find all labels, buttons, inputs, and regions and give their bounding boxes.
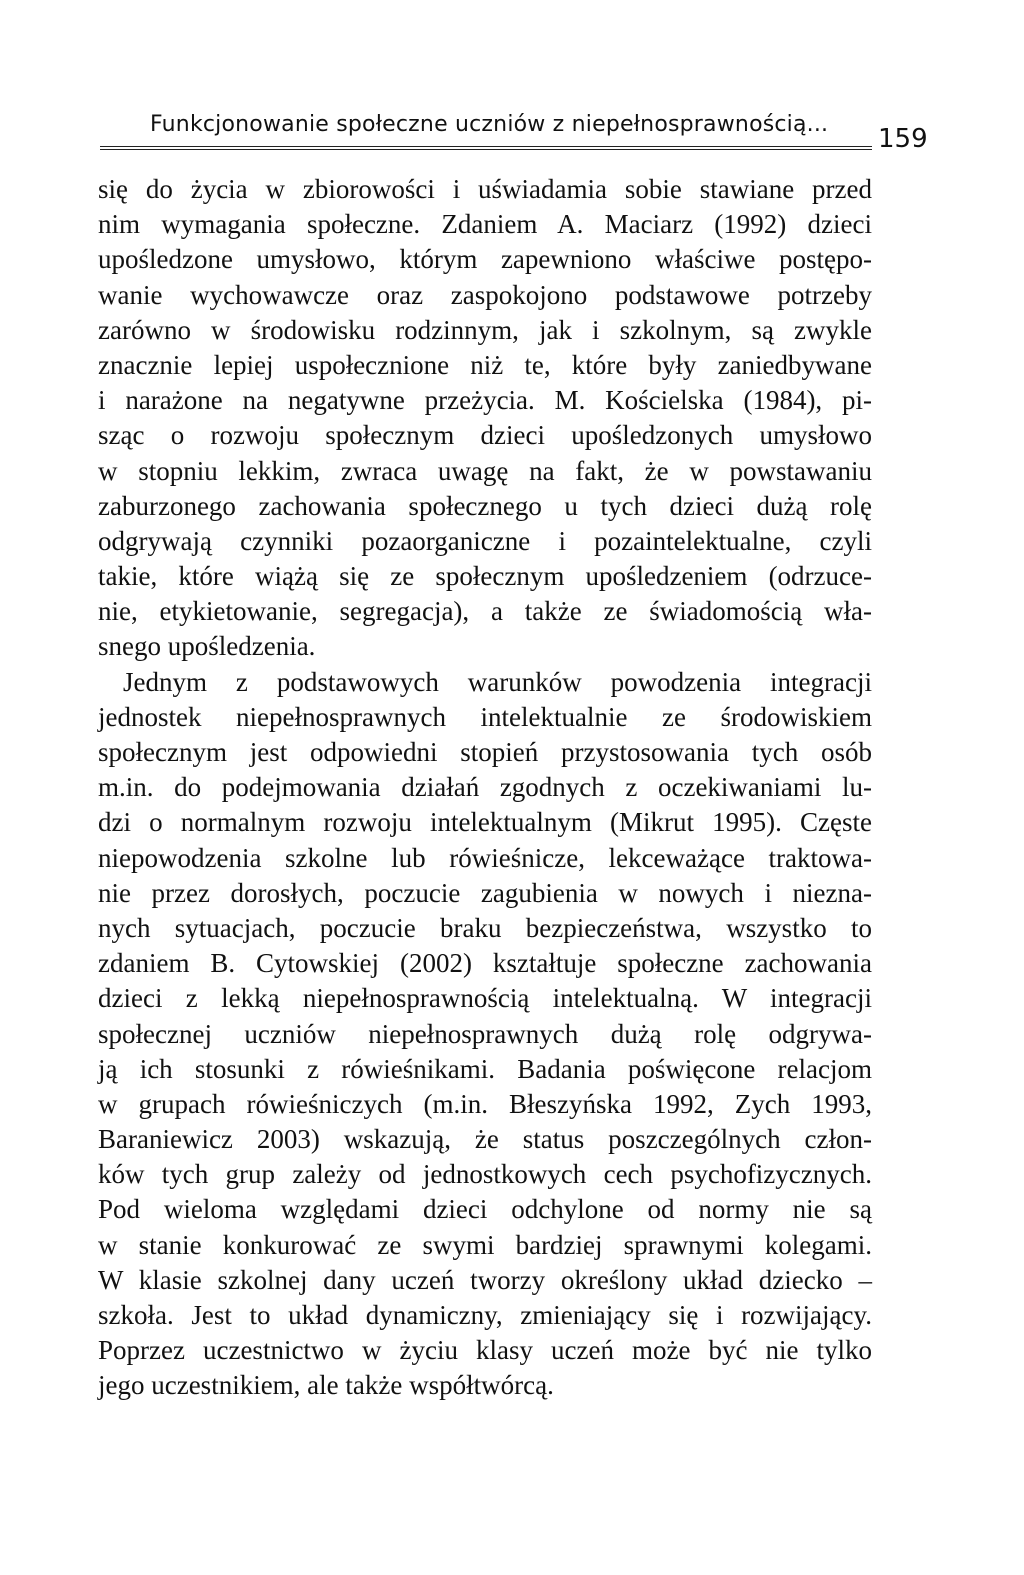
text-line: w stanie konkurować ze swymi bardziej sprawnymi kolegami. [98,1229,872,1260]
text-line: ją ich stosunki z rówieśnikami. Badania poświęcone relacjom [98,1053,872,1084]
running-header [100,100,872,150]
text-line: sząc o rozwoju społecznym dzieci upośledzonych umysłowo [98,420,872,451]
text-line: nych sytuacjach, poczucie braku bezpieczeństwa, wszystko to [98,912,872,943]
text-line: jednostek niepełnosprawnych intelektualnie ze środowiskiem [98,701,872,732]
text-line: snego upośledzenia. [98,631,316,662]
text-line: znacznie lepiej uspołecznione niż te, które były zaniedbywane [98,349,872,380]
text-line: dzieci z lekką niepełnosprawnością intelektualną. W integracji [98,983,872,1014]
text-line: Pod wieloma względami dzieci odchylone od normy nie są [98,1194,872,1225]
text-line: i narażone na negatywne przeżycia. M. Kościelska (1984), pi- [98,385,872,416]
text-line: zarówno w środowisku rodzinnym, jak i szkolnym, są zwykle [98,314,872,345]
text-line: upośledzone umysłowo, którym zapewniono właściwe postępo- [98,244,872,275]
text-line: W klasie szkolnej dany uczeń tworzy określony układ dziecko – [98,1264,872,1295]
body-text [98,172,872,1404]
text-line: ków tych grup zależy od jednostkowych cech psychofizycznych. [98,1159,872,1190]
text-line: nie, etykietowanie, segregacja), a także ze świadomością wła- [98,596,872,627]
text-line: Jednym z podstawowych warunków powodzenia integracji [123,666,872,697]
running-header-title: Funkcjonowanie społeczne uczniów z niepełnosprawnością... [150,112,829,137]
text-line: jego uczestnikiem, ale także współtwórcą. [98,1370,554,1401]
text-line: szkoła. Jest to układ dynamiczny, zmieniający się i rozwijający. [98,1300,872,1330]
text-line: odgrywają czynniki pozaorganiczne i pozaintelektualne, czyli [98,525,872,556]
text-line: społecznym jest odpowiedni stopień przystosowania tych osób [98,737,872,767]
text-line: nim wymagania społeczne. Zdaniem A. Maciarz (1992) dzieci [98,209,872,240]
text-line: dzi o normalnym rozwoju intelektualnym (Mikrut 1995). Częste [98,807,872,838]
text-line: nie przez dorosłych, poczucie zagubienia w nowych i niezna- [98,877,872,908]
text-line: wanie wychowawcze oraz zaspokojono podstawowe potrzeby [98,279,872,310]
page-number: 159 [878,124,928,154]
text-line: w stopniu lekkim, zwraca uwagę na fakt, że w powstawaniu [98,455,872,486]
text-line: społecznej uczniów niepełnosprawnych dużą rolę odgrywa- [98,1018,872,1049]
text-line: m.in. do podejmowania działań zgodnych z oczekiwaniami lu- [98,772,872,803]
text-line: Baraniewicz 2003) wskazują, że status poszczególnych człon- [98,1124,872,1155]
text-line: zaburzonego zachowania społecznego u tych dzieci dużą rolę [98,490,872,521]
text-line: się do życia w zbiorowości i uświadamia sobie stawiane przed [98,174,872,204]
text-line: w grupach rówieśniczych (m.in. Błeszyńska 1992, Zych 1993, [98,1088,872,1119]
text-line: niepowodzenia szkolne lub rówieśnicze, lekceważące traktowa- [98,842,872,873]
text-line: takie, które wiążą się ze społecznym upośledzeniem (odrzuce- [98,561,872,592]
text-line: Poprzez uczestnictwo w życiu klasy uczeń może być nie tylko [98,1335,872,1366]
text-line: zdaniem B. Cytowskiej (2002) kształtuje społeczne zachowania [98,948,872,979]
